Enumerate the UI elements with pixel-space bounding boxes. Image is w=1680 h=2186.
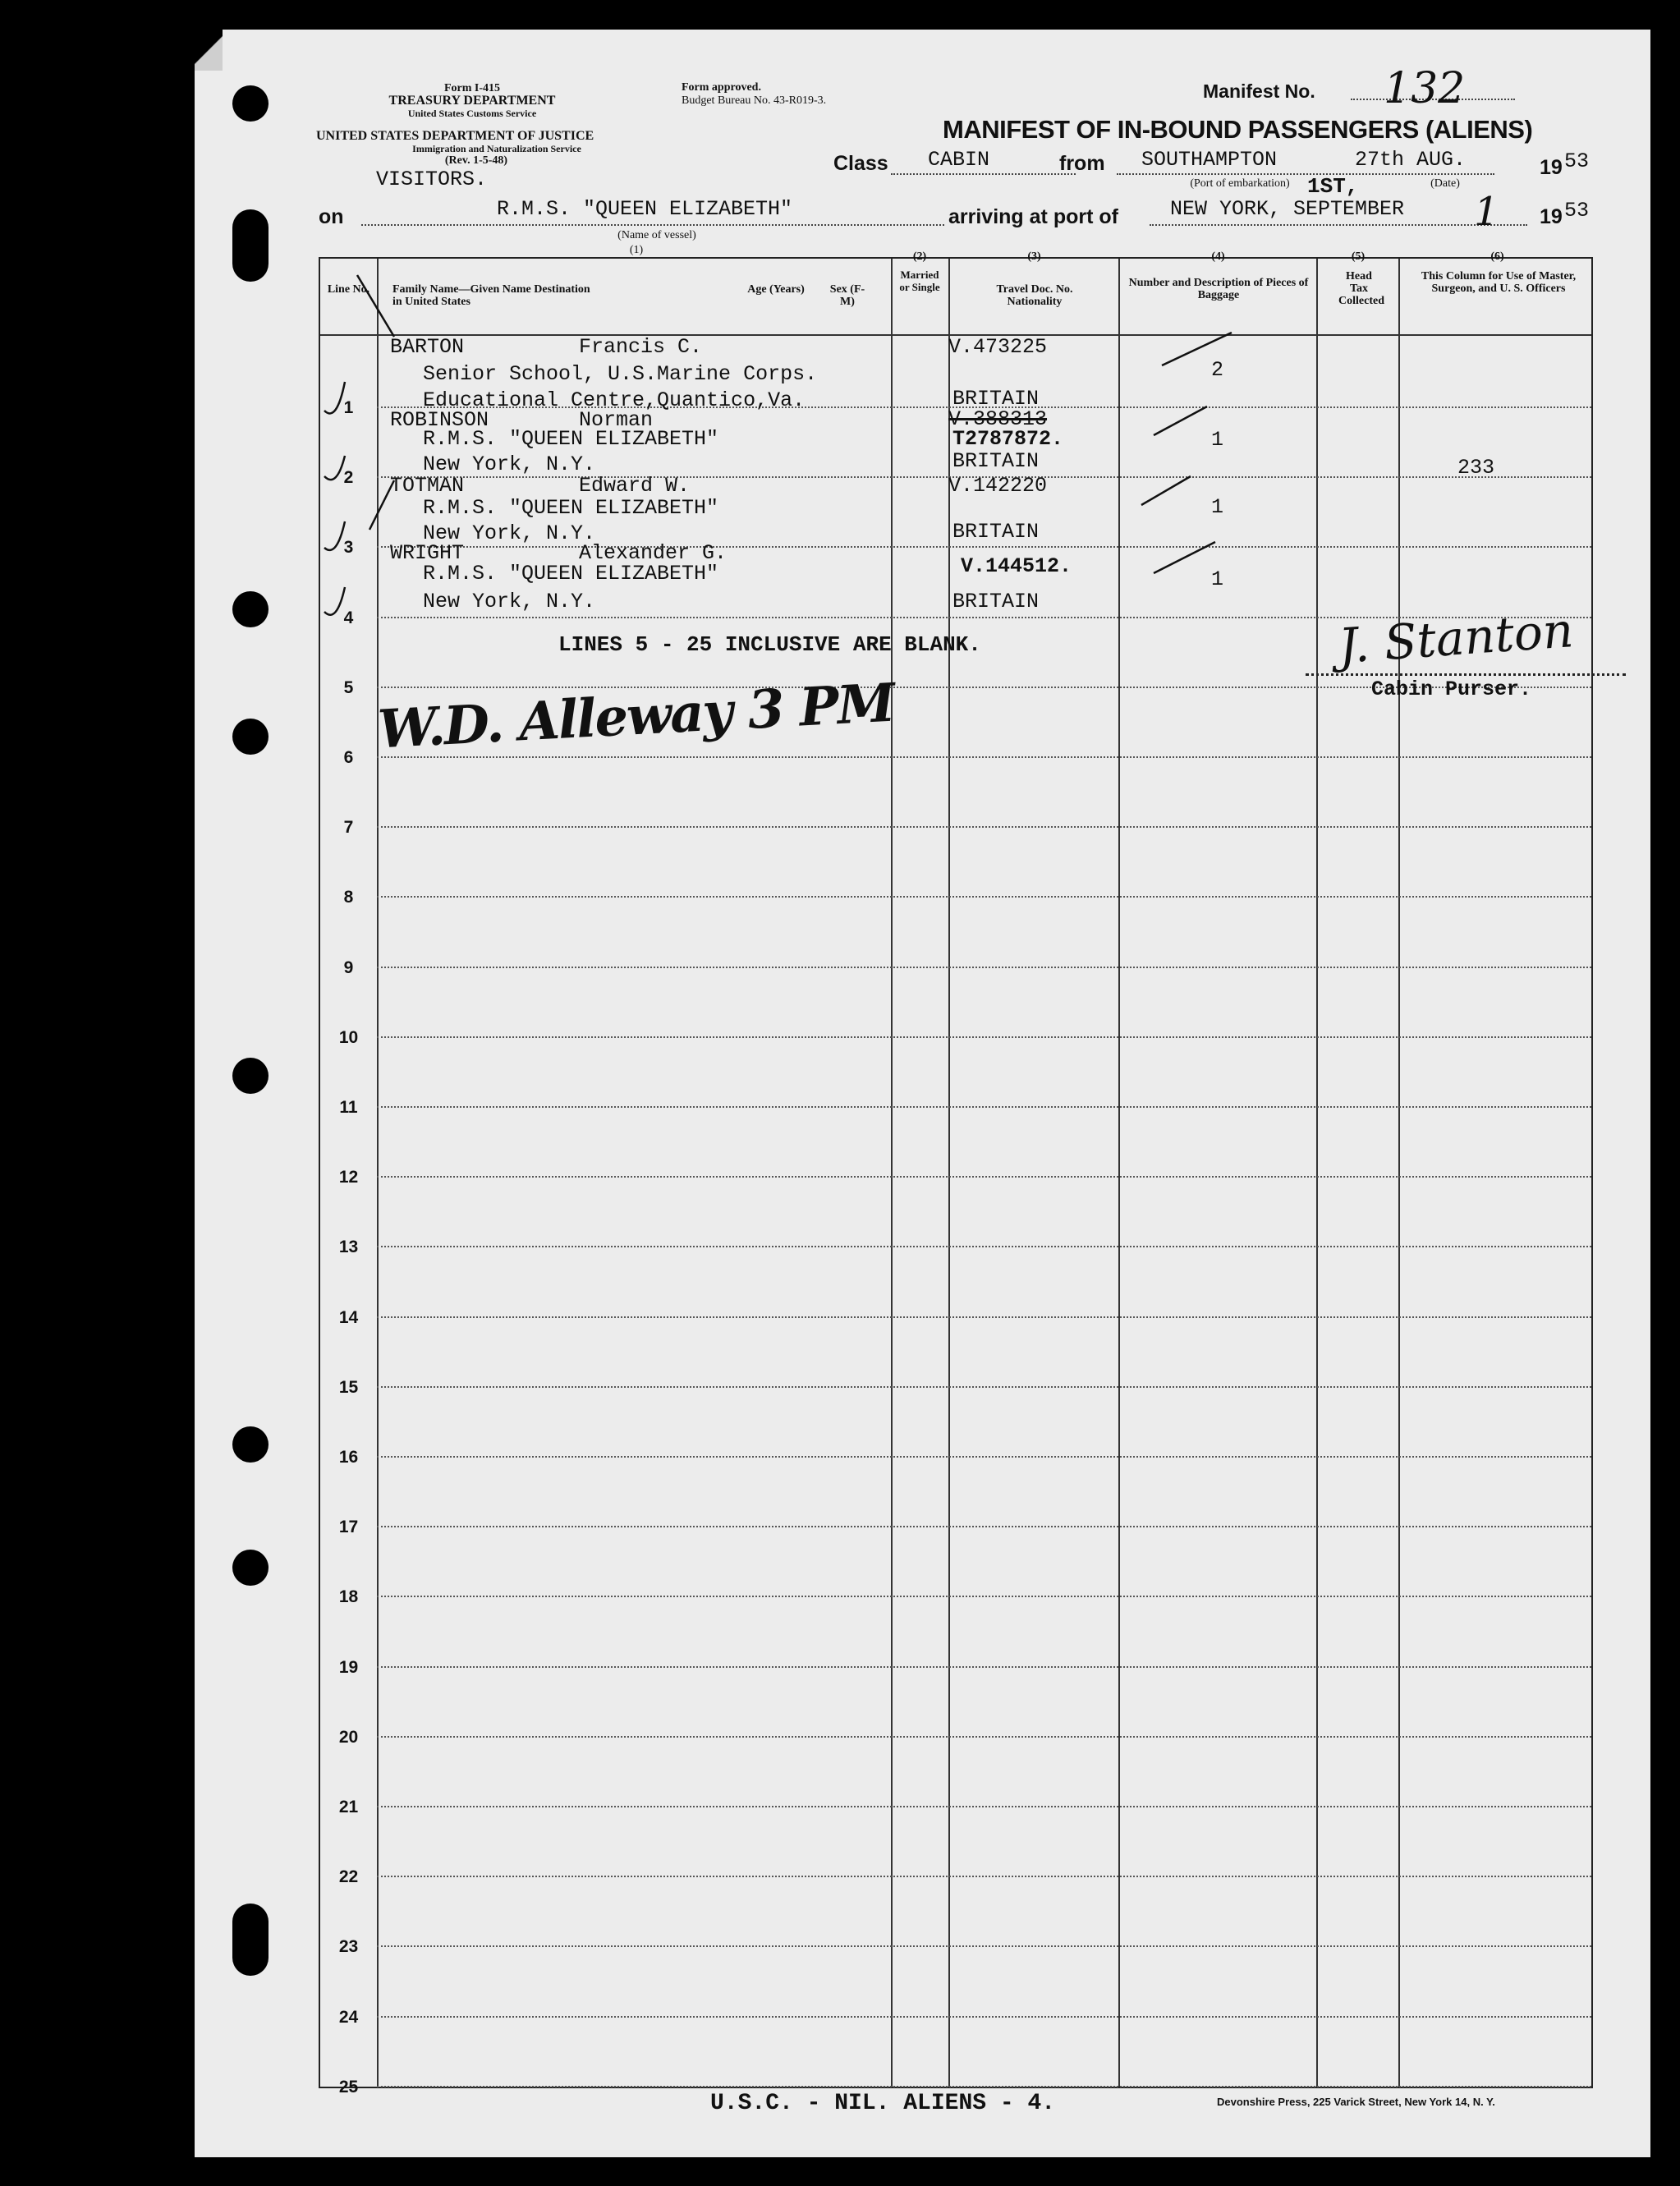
- table-row-rule: [377, 1806, 1591, 1807]
- check-icon: [324, 521, 345, 550]
- table-row-rule: [377, 1945, 1591, 1947]
- passenger-3-given: Edward W.: [579, 474, 691, 498]
- passenger-1-nationality: BRITAIN: [952, 387, 1040, 411]
- line-number: 18: [338, 1587, 359, 1607]
- line-number: 24: [338, 2007, 359, 2027]
- from-value: SOUTHAMPTON: [1141, 148, 1278, 172]
- table-row-rule: [377, 1246, 1591, 1247]
- table-row-rule: [377, 1736, 1591, 1738]
- passenger-3-doc: V.142220: [948, 474, 1048, 498]
- check-marks: [320, 259, 1595, 669]
- table-row-rule: [377, 1596, 1591, 1597]
- line-number: 14: [338, 1307, 359, 1327]
- table-row-rule: [377, 2086, 1591, 2087]
- passenger-2-nationality: BRITAIN: [952, 449, 1040, 473]
- class-label: Class: [833, 152, 888, 175]
- passenger-2-officer-note: 233: [1457, 456, 1495, 480]
- passenger-3-nationality: BRITAIN: [952, 520, 1040, 544]
- check-icon: [324, 456, 345, 480]
- col-officers: This Column for Use of Master, Surgeon, and U. S. Officers: [1421, 270, 1577, 295]
- passenger-2-dest1: R.M.S. "QUEEN ELIZABETH": [423, 427, 719, 451]
- line-number: 21: [338, 1798, 359, 1816]
- passenger-2-family: ROBINSON: [390, 408, 489, 432]
- col-baggage-no: (4): [1211, 250, 1225, 263]
- manifest-table: [319, 250, 1593, 2096]
- table-row-rule: [377, 1036, 1591, 1038]
- passenger-1-family: BARTON: [390, 335, 465, 359]
- passenger-1-doc: V.473225: [948, 335, 1048, 359]
- blank-lines-note: LINES 5 - 25 INCLUSIVE ARE BLANK.: [558, 632, 981, 657]
- arrival-value: NEW YORK, SEPTEMBER: [1170, 197, 1405, 221]
- binder-hole: [232, 1904, 269, 1976]
- table-row-rule: [377, 2016, 1591, 2018]
- line-number: 8: [343, 888, 354, 907]
- passenger-1-baggage: 2: [1211, 358, 1224, 382]
- customs-label: United States Customs Service: [407, 108, 537, 119]
- visitors-label: VISITORS.: [376, 168, 488, 191]
- binder-hole: [232, 1058, 269, 1094]
- passenger-1-dest1: Senior School, U.S.Marine Corps.: [423, 362, 818, 386]
- arrival-rule: [1150, 224, 1527, 226]
- justice-label: UNITED STATES DEPARTMENT OF JUSTICE: [316, 129, 594, 143]
- passenger-2-given: Norman: [579, 408, 654, 432]
- col-name: Family Name—Given Name Destination in United States: [392, 283, 590, 308]
- line-number: 6: [343, 748, 354, 767]
- year-value: 53: [1564, 149, 1590, 173]
- passenger-3-family: TOTMAN: [390, 474, 465, 498]
- binder-hole: [232, 209, 269, 282]
- binder-hole: [232, 1426, 269, 1463]
- col-baggage: Number and Description of Pieces of Baggage: [1128, 277, 1309, 301]
- table-row-rule: [377, 756, 1591, 758]
- vessel-caption: (Name of vessel): [617, 229, 696, 241]
- line-number: 2: [343, 468, 354, 488]
- manifest-no-value: 132: [1384, 64, 1466, 113]
- date-value: 27th AUG.: [1355, 148, 1467, 172]
- table-row-rule: [377, 826, 1591, 828]
- date-caption: (Date): [1430, 177, 1460, 190]
- line-number: 22: [338, 1867, 359, 1887]
- arrival-year-prefix: 19: [1540, 205, 1563, 228]
- arrival-day: 1ST,: [1307, 174, 1359, 199]
- table-row-rule: [377, 1106, 1591, 1108]
- line-number: 11: [339, 1098, 358, 1117]
- manifest-no-label: Manifest No.: [1203, 80, 1315, 102]
- table-row-rule: [377, 1666, 1591, 1668]
- passenger-4-baggage: 1: [1211, 567, 1224, 591]
- form-number: Form I-415: [443, 82, 501, 94]
- line-number: 3: [343, 538, 354, 558]
- arrival-day-handwritten: 1: [1474, 189, 1499, 235]
- embark-caption: (Port of embarkation): [1190, 177, 1290, 190]
- binder-hole: [232, 719, 269, 755]
- folded-corner: [195, 30, 223, 71]
- line-number: 13: [338, 1238, 359, 1257]
- col-age: Age (Years): [747, 283, 805, 296]
- signature-left: W.D. Alleway 3 PM: [376, 672, 896, 761]
- passenger-4-given: Alexander G.: [579, 541, 728, 565]
- arriving-label: arriving at port of: [948, 205, 1118, 228]
- line-number: 25: [338, 2077, 359, 2096]
- col-line-no: Line No.: [327, 283, 370, 296]
- ins-label: Immigration and Naturalization Service: [412, 143, 581, 154]
- col1-label: (1): [629, 244, 644, 256]
- class-value: CABIN: [928, 148, 990, 172]
- signature-right-name: J. Stanton: [1336, 602, 1576, 674]
- check-icon: [324, 587, 345, 615]
- year-prefix: 19: [1540, 156, 1563, 179]
- table-row-rule: [377, 1526, 1591, 1527]
- class-rule: [891, 173, 1076, 175]
- passenger-1-dest2: Educational Centre,Quantico,Va.: [423, 388, 806, 412]
- footer-summary: U.S.C. - NIL. ALIENS - 4.: [710, 2091, 1056, 2116]
- form-approved: Form approved.: [682, 81, 761, 94]
- passenger-3-dest2: New York, N.Y.: [423, 521, 596, 545]
- table-row-rule: [377, 1176, 1591, 1178]
- line-number: 23: [338, 1937, 359, 1957]
- check-icon: [324, 382, 345, 413]
- passenger-3-baggage: 1: [1211, 495, 1224, 519]
- table-row-rule: [377, 1386, 1591, 1388]
- binder-hole: [232, 85, 269, 122]
- line-number: 1: [343, 398, 354, 417]
- line-number: 7: [343, 818, 354, 838]
- line-number: 12: [338, 1168, 359, 1187]
- passenger-4-family: WRIGHT: [390, 541, 465, 565]
- binder-hole: [232, 1550, 269, 1586]
- binder-hole: [232, 591, 269, 627]
- passenger-3-dest1: R.M.S. "QUEEN ELIZABETH": [423, 496, 719, 520]
- table-row-rule: [377, 967, 1591, 968]
- passenger-4-doc: V.144512.: [961, 554, 1072, 578]
- line-number: 5: [343, 677, 354, 697]
- col-sex: Sex (F-M): [829, 283, 865, 308]
- vessel-rule: [361, 224, 944, 226]
- pen-stroke: [1141, 476, 1191, 505]
- col-head-tax-no: (5): [1351, 250, 1366, 263]
- pen-stroke: [357, 275, 394, 337]
- line-number: 4: [343, 608, 354, 627]
- pen-stroke: [370, 480, 394, 530]
- passenger-4-nationality: BRITAIN: [952, 590, 1040, 613]
- budget-label: Budget Bureau No. 43-R019-3.: [682, 94, 827, 107]
- passenger-2-baggage: 1: [1211, 428, 1224, 452]
- purser-label: Cabin Purser.: [1371, 677, 1532, 701]
- table-row-rule: [377, 1456, 1591, 1458]
- pen-stroke: [1154, 542, 1215, 573]
- line-number: 20: [338, 1727, 359, 1747]
- line-number: 16: [338, 1448, 359, 1467]
- passenger-1-given: Francis C.: [579, 335, 703, 359]
- on-label: on: [319, 205, 344, 228]
- page-title: MANIFEST OF IN-BOUND PASSENGERS (ALIENS): [943, 115, 1533, 144]
- col-officers-no: (6): [1490, 250, 1504, 263]
- col-travel-no: (3): [1027, 250, 1041, 263]
- line-number: 9: [343, 958, 354, 977]
- line-number: 15: [338, 1377, 359, 1397]
- table-row-rule: [377, 896, 1591, 898]
- from-label: from: [1059, 152, 1105, 175]
- line-number: 17: [338, 1518, 359, 1537]
- purser-rule: [1306, 673, 1626, 676]
- pen-stroke: [1154, 406, 1207, 435]
- rev-label: (Rev. 1-5-48): [444, 154, 508, 167]
- from-rule: [1117, 173, 1494, 175]
- passenger-2-dest2: New York, N.Y.: [423, 452, 596, 476]
- col-married: Married or Single: [899, 269, 940, 293]
- printer-credit: Devonshire Press, 225 Varick Street, New York 14, N. Y.: [1217, 2096, 1495, 2108]
- table-row-rule: [377, 1876, 1591, 1877]
- pen-stroke: [1162, 333, 1232, 365]
- arrival-year: 53: [1564, 199, 1590, 223]
- passenger-4-dest2: New York, N.Y.: [423, 590, 596, 613]
- treasury-label: TREASURY DEPARTMENT: [388, 94, 556, 108]
- col-married-no: (2): [912, 250, 927, 263]
- line-number: 19: [338, 1657, 359, 1677]
- passenger-2-doc-struck: V.388313: [948, 407, 1048, 431]
- col-travel-doc: Travel Doc. No. Nationality: [996, 283, 1073, 308]
- passenger-4-dest1: R.M.S. "QUEEN ELIZABETH": [423, 562, 719, 586]
- vessel-value: R.M.S. "QUEEN ELIZABETH": [497, 197, 793, 221]
- line-number: 10: [338, 1027, 359, 1047]
- passenger-2-doc: T2787872.: [952, 427, 1064, 451]
- table-row-rule: [377, 1316, 1591, 1318]
- col-head-tax: Head Tax Collected: [1338, 270, 1384, 307]
